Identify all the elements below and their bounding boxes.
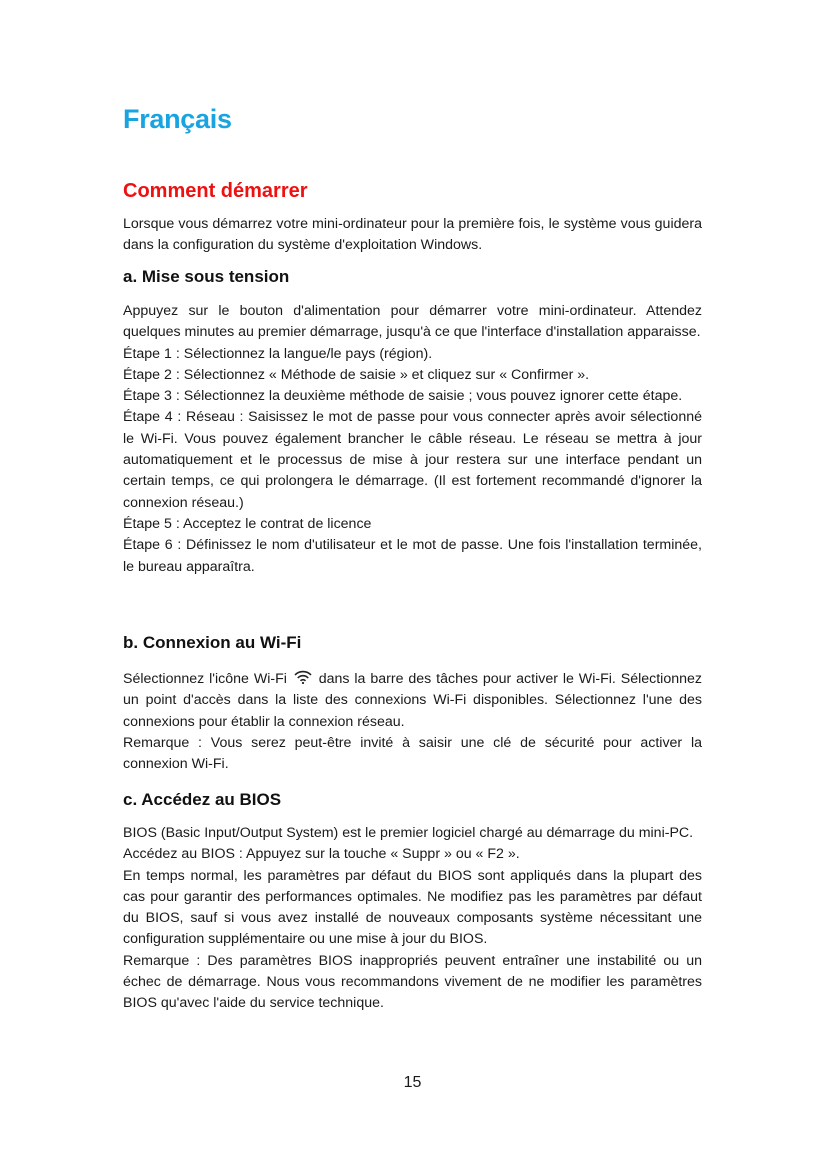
subsection-body-wifi: [123, 669, 702, 775]
subsection-body-power-on: [123, 301, 702, 578]
step-5: Étape 5 : Acceptez le contrat de licence: [123, 515, 372, 532]
wifi-note: Remarque : Vous serez peut-être invité à saisir une clé de sécurité pour activer la connexion Wi-Fi.: [123, 734, 702, 773]
subsection-title-wifi: b. Connexion au Wi-Fi: [123, 633, 302, 652]
step-2: Étape 2 : Sélectionnez « Méthode de saisie » et cliquez sur « Confirmer ».: [123, 366, 590, 383]
bios-defaults: En temps normal, les paramètres par défaut du BIOS sont appliqués dans la plupart des cas pour garantir des performances optimales. Ne modifiez pas les paramètres par défaut du BIOS, sauf si vous avez installé de nouveaux composants système nécessitant une configuration supplémentaire ou une mise à jour du BIOS.: [123, 867, 702, 948]
bios-note: Remarque : Des paramètres BIOS inappropriés peuvent entraîner une instabilité ou un échec de démarrage. Nous vous recommandons vivement de ne modifier les paramètres BIOS qu'avec l'aide du service technique.: [123, 952, 702, 1012]
language-title: Français: [123, 104, 232, 134]
wifi-icon: [294, 670, 312, 684]
subsection-title-power-on: a. Mise sous tension: [123, 267, 290, 286]
intro-paragraph: Lorsque vous démarrez votre mini-ordinateur pour la première fois, le système vous guidera dans la configuration du système d'exploitation Windows.: [123, 216, 702, 254]
step-4: Étape 4 : Réseau : Saisissez le mot de passe pour vous connecter après avoir sélectionné le Wi-Fi. Vous pouvez également brancher le câble réseau. Le réseau se mettra à jour automatiquement et le processus de mise à jour restera sur une interface pendant un certain temps, ce qui prolongera le démarrage. (Il est fortement recommandé d'ignorer la connexion réseau.): [123, 409, 702, 511]
bios-access: Accédez au BIOS : Appuyez sur la touche « Suppr » ou « F2 ».: [123, 846, 520, 863]
bios-definition: BIOS (Basic Input/Output System) est le premier logiciel chargé au démarrage du mini-PC.: [123, 825, 694, 841]
step-1: Étape 1 : Sélectionnez la langue/le pays (région).: [123, 345, 433, 362]
wifi-text-before: Sélectionnez l'icône Wi-Fi: [123, 671, 287, 687]
subsection-body-bios: [123, 823, 702, 1015]
wifi-paragraph: [123, 669, 702, 733]
subsection-title-bios: c. Accédez au BIOS: [123, 790, 282, 809]
section-title: Comment démarrer: [123, 180, 308, 202]
step-3: Étape 3 : Sélectionnez la deuxième méthode de saisie ; vous pouvez ignorer cette étape.: [123, 388, 683, 405]
wifi-text-after: dans la barre des tâches pour activer le Wi-Fi. Sélectionnez un point d'accès dans la liste des connexions Wi-Fi disponibles. Sélectionnez l'une des connexions pour établir la connexion réseau.: [123, 671, 702, 730]
page-number: 15: [403, 1074, 422, 1091]
step-6: Étape 6 : Définissez le nom d'utilisateur et le mot de passe. Une fois l'installation terminée, le bureau apparaîtra.: [123, 537, 702, 575]
intro-block: [123, 214, 702, 257]
paragraph: Appuyez sur le bouton d'alimentation pour démarrer votre mini-ordinateur. Attendez quelques minutes au premier démarrage, jusqu'à ce que l'interface d'installation apparaisse.: [123, 303, 702, 341]
